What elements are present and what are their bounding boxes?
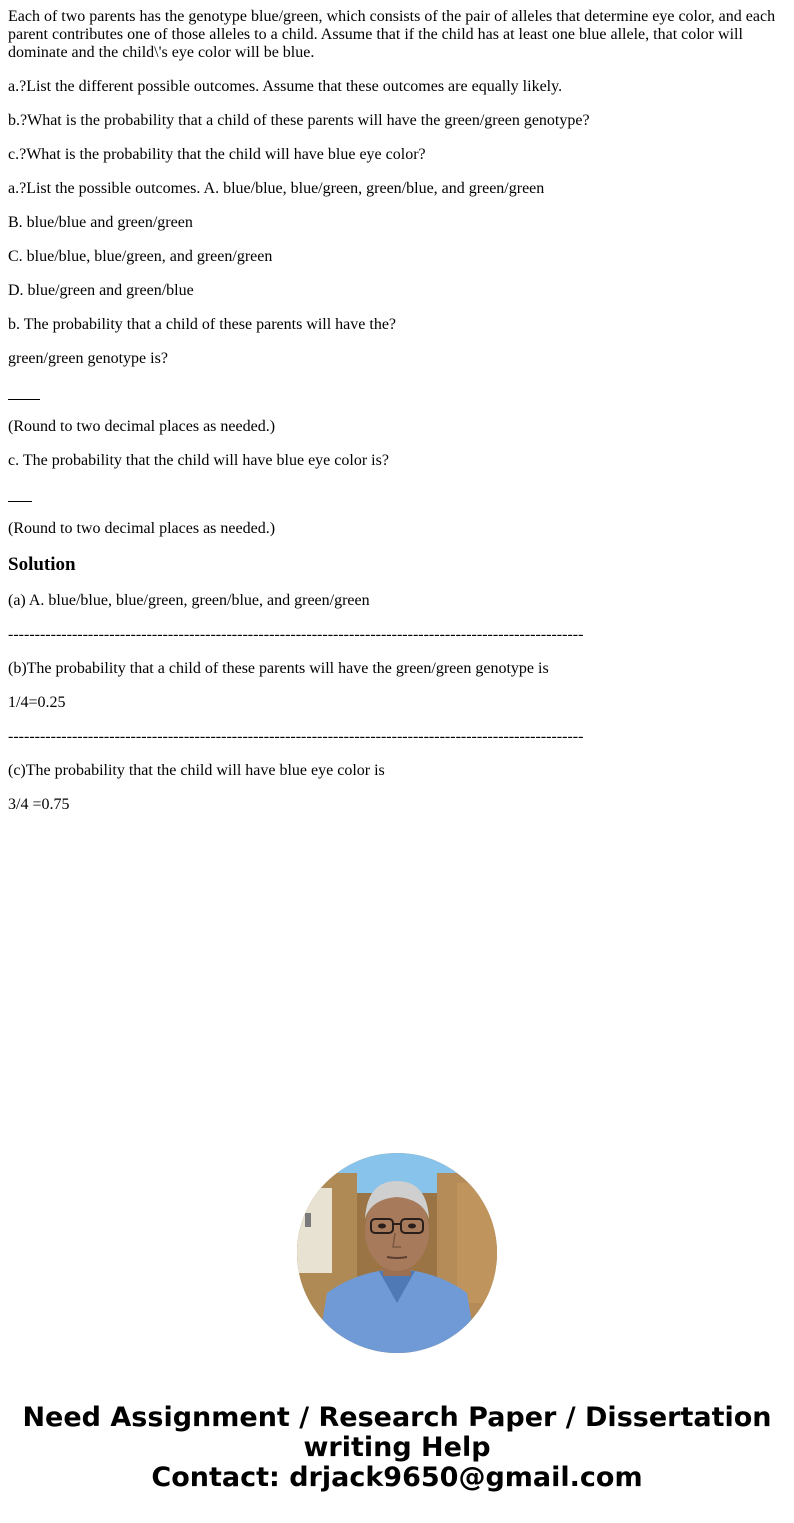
question-part-a: a.?List the different possible outcomes. Assume that these outcomes are equally likely. — [8, 78, 563, 95]
solution-divider: ------------------------------------------------------------------------------------------------------------ — [8, 728, 584, 745]
question-intro: Each of two parents has the genotype blue/green, which consists of the pair of alleles that determine eye color, and each parent contributes one of those alleles to a child. Assume that if the child has at least one blue allele, that color will dominate and the child\'s eye color will be blue. — [8, 8, 780, 61]
avatar — [297, 1153, 497, 1353]
solution-heading: Solution — [8, 554, 76, 575]
round-note-b: (Round to two decimal places as needed.) — [8, 418, 276, 435]
option-d: D. blue/green and green/blue — [8, 282, 194, 299]
solution-divider: ------------------------------------------------------------------------------------------------------------ — [8, 626, 584, 643]
question-content — [8, 8, 786, 830]
option-b: B. blue/blue and green/green — [8, 214, 193, 231]
answer-c-line: c. The probability that the child will have blue eye color is? — [8, 452, 389, 469]
solution-c: (c)The probability that the child will have blue eye color is — [8, 762, 385, 779]
footer-banner — [0, 1403, 794, 1493]
question-part-c: c.?What is the probability that the child will have blue eye color? — [8, 146, 426, 163]
round-note-c: (Round to two decimal places as needed.) — [8, 520, 276, 537]
solution-a: (a) A. blue/blue, blue/green, green/blue, and green/green — [8, 592, 370, 609]
answer-blank-b — [8, 384, 786, 402]
solution-c-value: 3/4 =0.75 — [8, 796, 70, 813]
footer-line1: Need Assignment / Research Paper / Dissertation — [22, 1402, 772, 1433]
solution-b-value: 1/4=0.25 — [8, 694, 66, 711]
solution-b: (b)The probability that a child of these parents will have the green/green genotype is — [8, 660, 549, 677]
answer-b-line2: green/green genotype is? — [8, 350, 168, 367]
option-c: C. blue/blue, blue/green, and green/green — [8, 248, 273, 265]
question-part-b: b.?What is the probability that a child of these parents will have the green/green genotype? — [8, 112, 590, 129]
answer-blank-c — [8, 486, 786, 504]
person-portrait-icon — [297, 1153, 497, 1353]
answer-b-line1: b. The probability that a child of these parents will have the? — [8, 316, 397, 333]
footer-contact: Contact: drjack9650@gmail.com — [151, 1462, 643, 1493]
footer-line2: writing Help — [303, 1432, 491, 1463]
option-a: a.?List the possible outcomes. A. blue/blue, blue/green, green/blue, and green/green — [8, 180, 545, 197]
